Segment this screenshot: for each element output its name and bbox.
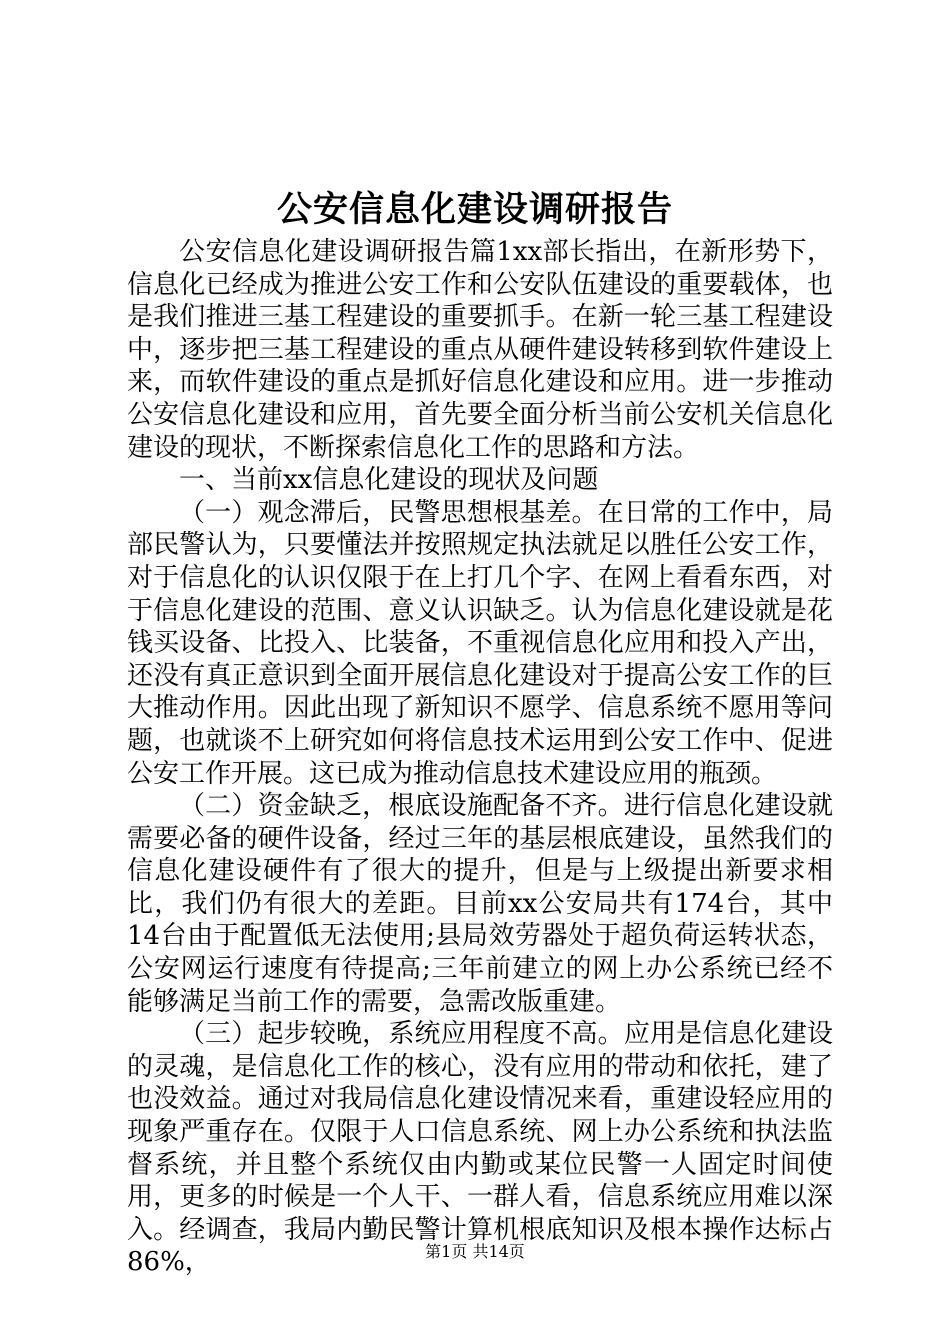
section-heading: 一、当前xx信息化建设的现状及问题 bbox=[179, 465, 599, 496]
paragraph-point-2: （二）资金缺乏，根底设施配备不齐。进行信息化建设就需要必备的硬件设备，经过三年的基层根底建设，虽然我们的信息化建设硬件有了很大的提升，但是与上级提出新要求相比，我们仍有很大的差距。目前xx公安局共有174台，其中14台由于配置低无法使用;县局效劳器处于超负荷运转状态，公安网运行速度有待提高;三年前建立的网上办公系统已经不能够满足当前工作的需要，急需改版重建。 bbox=[127, 791, 833, 1017]
document-title: 公安信息化建设调研报告 bbox=[276, 189, 673, 230]
paragraph-point-3: （三）起步较晚，系统应用程度不高。应用是信息化建设的灵魂，是信息化工作的核心，没有应用的带动和依托，建了也没效益。通过对我局信息化建设情况来看，重建设轻应用的现象严重存在。仅限于人口信息系统、网上办公系统和执法监督系统，并且整个系统仅由内勤或某位民警一人固定时间使用，更多的时候是一个人干、一群人看，信息系统应用难以深入。经调查，我局内勤民警计算机根底知识及根本操作达标占86%， bbox=[127, 1019, 833, 1278]
paragraph-point-1: （一）观念滞后，民警思想根基差。在日常的工作中，局部民警认为，只要懂法并按照规定执法就足以胜任公安工作，对于信息化的认识仅限于在上打几个字、在网上看看东西，对于信息化建设的范围、意义认识缺乏。认为信息化建设就是花钱买设备、比投入、比装备，不重视信息化应用和投入产出，还没有真正意识到全面开展信息化建设对于提高公安工作的巨大推动作用。因此出现了新知识不愿学、信息系统不愿用等问题，也就谈不上研究如何将信息技术运用到公安工作中、促进公安工作开展。这已成为推动信息技术建设应用的瓶颈。 bbox=[127, 497, 833, 789]
page-number-footer: 第1页 共14页 bbox=[425, 1242, 525, 1261]
paragraph-intro: 公安信息化建设调研报告篇1xx部长指出，在新形势下，信息化已经成为推进公安工作和公安队伍建设的重要载体，也是我们推进三基工程建设的重要抓手。在新一轮三基工程建设中，逐步把三基工程建设的重点从硬件建设转移到软件建设上来，而软件建设的重点是抓好信息化建设和应用。进一步推动公安信息化建设和应用，首先要全面分析当前公安机关信息化建设的现状，不断探索信息化工作的思路和方法。 bbox=[127, 237, 833, 463]
document-body bbox=[127, 236, 833, 1279]
